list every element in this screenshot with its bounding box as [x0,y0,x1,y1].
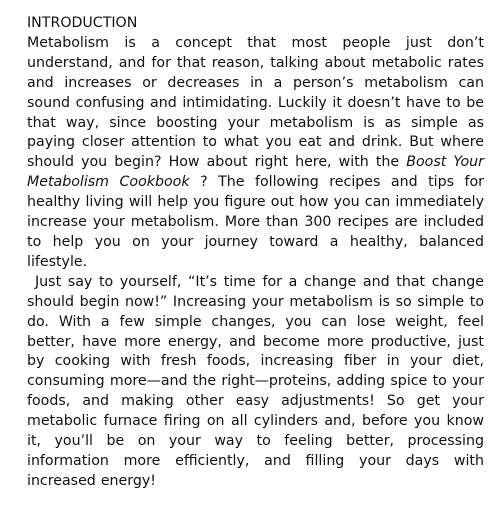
section-heading: INTRODUCTION [27,15,138,31]
paragraph-1-text-after-title: ? The following recipes and tips for healthy living will help you figure out how you can immediately increase your metabolism. More than 300 recipes are included to help you on your journey toward a healthy, balanced lifestyle. [27,174,484,270]
paragraph-1-text-before-title: Metabolism is a concept that most people just don’t understand, and for that reason, talking about metabolic rates and increases or decreases in a person’s metabolism can sound confusing and intimidating. Luckily it doesn’t have to be that way, since boosting your metabolism is as simple as paying closer attention to what you eat and drink. But where should you begin? How about right here, with the [27,34,484,171]
book-title: Boost Your Metabolism Cookbook [27,154,485,191]
intro-paragraph-2: Just say to yourself, “It’s time for a change and that change should begin now!” Increasing your metabolism is so simple to do. With a few simple changes, you can lose weight, feel better, have more energy, and become more productive, just by cooking with fresh foods, increasing fiber in your diet, consuming more—and the right—proteins, adding spice to your foods, and making other easy adjustments! So get your metabolic furnace firing on all cylinders and, before you know it, you’ll be on your way to feeling better, processing information more efficiently, and filling your days with increased energy! [27,273,484,489]
intro-paragraph-1 [27,34,484,273]
